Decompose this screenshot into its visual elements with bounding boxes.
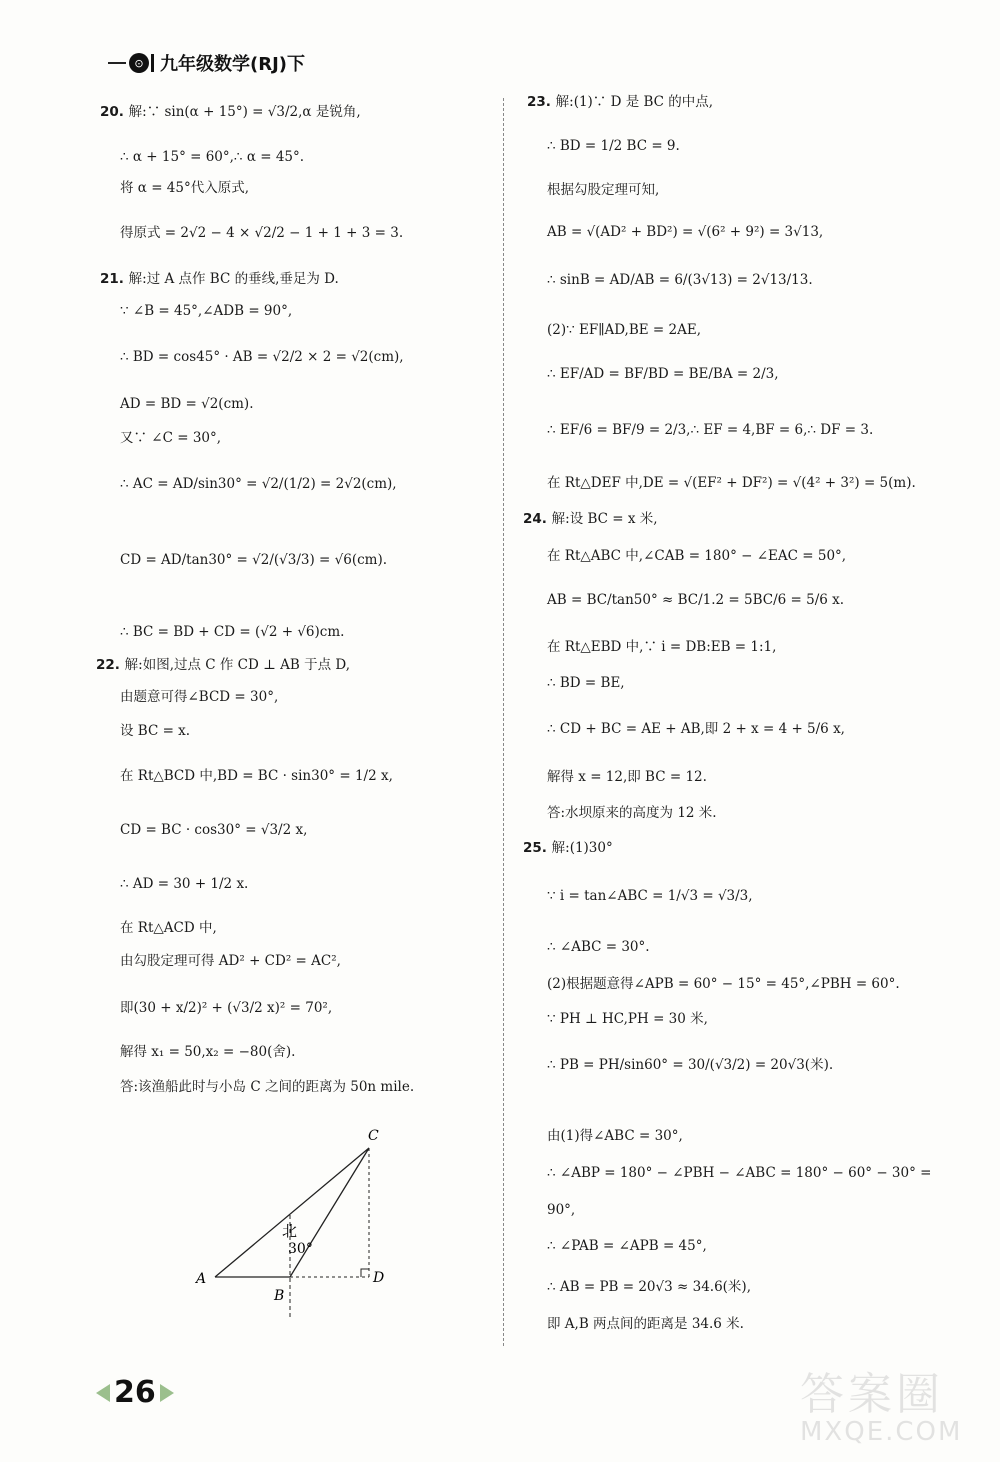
line-text: ∴ EF/6 = BF/9 = 2/3,∴ EF = 4,BF = 6,∴ DF = 3. [547, 422, 874, 438]
line-text: 在 Rt△EBD 中,∵ i = DB:EB = 1:1, [547, 639, 777, 655]
solution-line [547, 270, 813, 290]
solution-line [120, 428, 221, 448]
line-text: CD = BC · cos30° = √3/2 x, [120, 822, 308, 838]
line-text: 解:如图,过点 C 作 CD ⊥ AB 于点 D, [124, 657, 351, 673]
solution-line [547, 1314, 744, 1334]
solution-line [547, 1236, 707, 1256]
line-text: 答:该渔船此时与小岛 C 之间的距离为 50n mile. [120, 1079, 415, 1095]
page-number [96, 1375, 174, 1410]
page-number-text: 26 [114, 1375, 156, 1410]
solution-line [120, 918, 217, 938]
label-d: D [373, 1270, 385, 1286]
label-b: B [274, 1288, 285, 1304]
line-text: ∴ PB = PH/sin60° = 30/(√3/2) = 20√3(米). [547, 1057, 834, 1073]
line-text: CD = AD/tan30° = √2/(√3/3) = √6(cm). [120, 552, 388, 568]
line-text: 解:过 A 点作 BC 的垂线,垂足为 D. [128, 271, 339, 287]
label-angle: 30° [288, 1241, 313, 1257]
column-divider [503, 98, 504, 1346]
line-text: ∴ BD = cos45° · AB = √2/2 × 2 = √2(cm), [120, 349, 404, 365]
solution-line [120, 550, 387, 570]
line-text: ∵ PH ⊥ HC,PH = 30 米, [547, 1011, 708, 1027]
line-text: 解:设 BC = x 米, [551, 511, 658, 527]
solution-line [547, 937, 650, 957]
solution-line [120, 687, 278, 707]
running-header [108, 50, 305, 76]
line-text: ∴ BD = 1/2 BC = 9. [547, 138, 680, 154]
watermark-en: MXQE.COM [800, 1417, 963, 1447]
line-text: 由勾股定理可得 AD² + CD² = AC², [120, 953, 341, 969]
solution-line [120, 178, 249, 198]
problem-line: 20. 解:∵ sin(α + 15°) = √3/2,α 是锐角, [100, 104, 361, 120]
problem-line: 24. 解:设 BC = x 米, [523, 511, 658, 527]
solution-line [547, 1163, 931, 1183]
right-angle-mark [361, 1269, 369, 1277]
line-text: 由题意可得∠BCD = 30°, [120, 689, 279, 705]
solution-line [547, 767, 707, 787]
line-text: 即 A,B 两点间的距离是 34.6 米. [547, 1316, 744, 1332]
arrow-left-icon [96, 1384, 110, 1402]
solution-line [547, 886, 753, 906]
solution-line [120, 347, 404, 367]
problem-number: 24 [523, 511, 542, 527]
line-text: 解:(1)∵ D 是 BC 的中点, [555, 94, 714, 110]
label-a: A [196, 1271, 207, 1287]
solution-line [547, 1009, 708, 1029]
solution-line [120, 874, 248, 894]
problem-line: 22. 解:如图,过点 C 作 CD ⊥ AB 于点 D, [96, 657, 351, 673]
problem-number: 21 [100, 271, 119, 287]
solution-line [120, 998, 332, 1018]
solution-line [120, 721, 190, 741]
problem-line: 25. 解:(1)30° [523, 840, 613, 856]
solution-line [547, 320, 701, 340]
line-text: 解得 x = 12,即 BC = 12. [547, 769, 707, 785]
solution-line [120, 951, 341, 971]
play-logo-icon: ⊙ [129, 53, 149, 73]
line-text: AB = BC/tan50° ≈ BC/1.2 = 5BC/6 = 5/6 x. [547, 592, 845, 608]
solution-line [547, 974, 900, 994]
line-text: ∴ ∠PAB = ∠APB = 45°, [547, 1238, 707, 1254]
solution-line [547, 673, 625, 693]
line-text: 解:∵ sin(α + 15°) = √3/2,α 是锐角, [128, 104, 361, 120]
side-bc [290, 1148, 369, 1277]
line-text: 90°, [547, 1202, 576, 1218]
line-text: 即(30 + x/2)² + (√3/2 x)² = 70², [120, 1000, 333, 1016]
side-ac [215, 1148, 369, 1277]
solution-line [547, 637, 776, 657]
solution-line [547, 719, 845, 739]
line-text: 答:水坝原来的高度为 12 米. [547, 805, 717, 821]
solution-line [547, 1200, 575, 1220]
problem-line: 21. 解:过 A 点作 BC 的垂线,垂足为 D. [100, 271, 339, 287]
line-text: ∴ AB = PB = 20√3 ≈ 34.6(米), [547, 1279, 751, 1295]
line-text: 设 BC = x. [120, 723, 191, 739]
problem-number: 25 [523, 840, 542, 856]
solution-line [547, 136, 680, 156]
header-bar [151, 54, 154, 72]
line-text: 得原式 = 2√2 − 4 × √2/2 − 1 + 1 + 3 = 3. [120, 225, 404, 241]
line-text: ∵ ∠B = 45°,∠ADB = 90°, [120, 303, 293, 319]
line-text: 在 Rt△BCD 中,BD = BC · sin30° = 1/2 x, [120, 768, 393, 784]
solution-line [120, 301, 292, 321]
solution-line [547, 473, 916, 493]
solution-line [120, 766, 393, 786]
solution-line [547, 180, 659, 200]
line-text: 在 Rt△ABC 中,∠CAB = 180° − ∠EAC = 50°, [547, 548, 847, 564]
solution-line [547, 1277, 751, 1297]
header-rule [108, 62, 126, 64]
problem-number: 22 [96, 657, 115, 673]
line-text: 在 Rt△DEF 中,DE = √(EF² + DF²) = √(4² + 3²) = 5(m). [547, 475, 916, 491]
line-text: ∴ ∠ABC = 30°. [547, 939, 650, 955]
solution-line [120, 474, 397, 494]
line-text: ∴ AD = 30 + 1/2 x. [120, 876, 249, 892]
solution-line [120, 1042, 295, 1062]
solution-line [547, 546, 846, 566]
watermark-cn: 答案圈 [800, 1369, 944, 1420]
line-text: 根据勾股定理可知, [547, 182, 660, 198]
solution-line [120, 1077, 414, 1097]
solution-line [120, 223, 403, 243]
line-text: ∴ sinB = AD/AB = 6/(3√13) = 2√13/13. [547, 272, 813, 288]
line-text: (2)∵ EF∥AD,BE = 2AE, [547, 322, 701, 338]
watermark-logo [800, 1369, 985, 1452]
line-text: 解:(1)30° [551, 840, 613, 856]
book-title: 九年级数学(RJ)下 [160, 54, 306, 75]
solution-line [547, 222, 823, 242]
arrow-right-icon [160, 1384, 174, 1402]
line-text: 又∵ ∠C = 30°, [120, 430, 222, 446]
line-text: ∵ i = tan∠ABC = 1/√3 = √3/3, [547, 888, 753, 904]
solution-line [547, 420, 873, 440]
label-c: C [368, 1128, 379, 1144]
line-text: ∴ ∠ABP = 180° − ∠PBH − ∠ABC = 180° − 60° − 30° = [547, 1165, 932, 1181]
problem-number: 20 [100, 104, 119, 120]
solution-line [547, 1126, 683, 1146]
line-text: ∴ BC = BD + CD = (√2 + √6)cm. [120, 624, 345, 640]
line-text: ∴ AC = AD/sin30° = √2/(1/2) = 2√2(cm), [120, 476, 397, 492]
line-text: 由(1)得∠ABC = 30°, [547, 1128, 683, 1144]
line-text: 解得 x₁ = 50,x₂ = −80(舍). [120, 1044, 296, 1060]
solution-line [120, 147, 304, 167]
solution-line [547, 364, 779, 384]
solution-line [547, 803, 717, 823]
line-text: ∴ EF/AD = BF/BD = BE/BA = 2/3, [547, 366, 779, 382]
triangle-figure [180, 1120, 410, 1330]
problem-number: 23 [527, 94, 546, 110]
solution-line [120, 622, 344, 642]
solution-line [120, 394, 253, 414]
solution-line [547, 1055, 833, 1075]
line-text: AD = BD = √2(cm). [120, 396, 254, 412]
line-text: ∴ α + 15° = 60°,∴ α = 45°. [120, 149, 305, 165]
solution-line [120, 820, 307, 840]
solution-line [547, 590, 844, 610]
line-text: ∴ CD + BC = AE + AB,即 2 + x = 4 + 5/6 x, [547, 721, 845, 737]
label-north: 北 [282, 1222, 298, 1240]
line-text: ∴ BD = BE, [547, 675, 625, 691]
line-text: (2)根据题意得∠APB = 60° − 15° = 45°,∠PBH = 60°. [547, 976, 900, 992]
line-text: AB = √(AD² + BD²) = √(6² + 9²) = 3√13, [547, 224, 824, 240]
line-text: 在 Rt△ACD 中, [120, 920, 217, 936]
line-text: 将 α = 45°代入原式, [120, 180, 250, 196]
problem-line: 23. 解:(1)∵ D 是 BC 的中点, [527, 94, 714, 110]
